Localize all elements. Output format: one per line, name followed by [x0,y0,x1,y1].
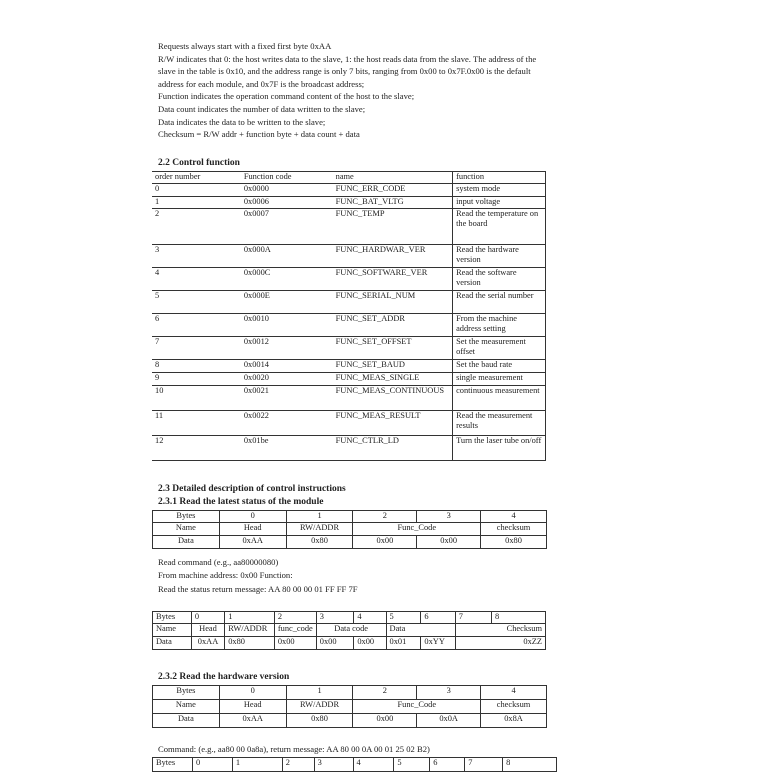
table-cell: 0x00 [353,714,417,728]
section-heading-hardware-version: 2.3.2 Read the hardware version [158,672,290,682]
return-message-line: Read the status return message: AA 80 00 00 01 FF FF 7F [158,584,358,594]
table-cell: Head [191,624,224,637]
table-row [152,314,546,337]
table-cell: 2 [353,511,417,523]
table-cell: Name [153,523,220,536]
table-cell-name: FUNC_MEAS_SINGLE [333,373,453,386]
table-cell: 3 [417,511,481,523]
table-cell-code: 0x0000 [241,184,333,197]
table-cell-code: 0x0010 [241,314,333,337]
table-cell: 0x01 [386,637,421,650]
table-cell-fn: Set the measurement offset [453,337,546,360]
table-cell: Checksum [455,624,545,637]
table-cell-num: 12 [152,436,241,461]
table-cell: 2 [282,758,314,772]
table-row [152,436,546,461]
table-cell-name: FUNC_HARDWAR_VER [333,245,453,268]
table-cell: 0x00 [417,536,481,549]
table-cell-fn: Read the measurement results [453,411,546,436]
table-cell: 1 [286,511,353,523]
table-cell-name: FUNC_MEAS_CONTINUOUS [333,386,453,411]
table-cell: Head [219,523,286,536]
table-cell-name: FUNC_TEMP [333,209,453,245]
table-cell: 5 [386,612,421,624]
table-cell-name: FUNC_SET_BAUD [333,360,453,373]
table-cell: Data [153,536,220,549]
table-cell: 8 [503,758,557,772]
table-cell-code: 0x000E [241,291,333,314]
table-cell-name: FUNC_SET_ADDR [333,314,453,337]
table-cell-num: 2 [152,209,241,245]
table-cell: 0 [191,612,224,624]
table-header-cell: function [453,172,546,184]
table-cell: 0x80 [286,536,353,549]
table-row [152,337,546,360]
table-cell: func_code [274,624,316,637]
section-heading-read-status: 2.3.1 Read the latest status of the module [158,497,324,507]
intro-line: Function indicates the operation command content of the host to the slave; [158,91,415,102]
table-cell-num: 4 [152,268,241,291]
table-cell-num: 11 [152,411,241,436]
table-cell-fn: continuous measurement [453,386,546,411]
table-cell: Bytes [153,511,220,523]
table-cell-fn: From the machine address setting [453,314,546,337]
table-cell-num: 10 [152,386,241,411]
table-cell: 0xAA [219,536,286,549]
table-cell: 6 [421,612,455,624]
table-cell-code: 0x01be [241,436,333,461]
table-row [152,209,546,245]
table-cell-name: FUNC_MEAS_RESULT [333,411,453,436]
table-cell: 3 [417,686,481,700]
table-cell: checksum [481,523,547,536]
table-cell-fn: single measurement [453,373,546,386]
intro-line: R/W indicates that 0: the host writes data to the slave, 1: the host reads data from the slave. The address of the [158,53,537,64]
table-row [152,291,546,314]
table-row [152,373,546,386]
table-cell: RW/ADDR [286,700,353,714]
table-cell: RW/ADDR [225,624,275,637]
table-row [152,411,546,436]
table-cell-num: 3 [152,245,241,268]
table-cell: 6 [430,758,465,772]
table-cell-code: 0x0021 [241,386,333,411]
table-cell-code: 0x000C [241,268,333,291]
hardware-command-line: Command: (e.g., aa80 00 0a8a), return message: AA 80 00 0A 00 01 25 02 B2) [158,744,430,754]
table-cell: 7 [455,612,491,624]
table-cell-fn: Read the hardware version [453,245,546,268]
table-header-row [152,172,546,184]
table-cell-fn: Read the temperature on the board [453,209,546,245]
table-cell: 0x00 [316,637,354,650]
table-cell: Head [219,700,286,714]
table-cell-name: FUNC_SERIAL_NUM [333,291,453,314]
intro-line: Data count indicates the number of data written to the slave; [158,103,366,114]
table-cell-code: 0x0006 [241,197,333,209]
table-cell-name: FUNC_CTLR_LD [333,436,453,461]
table-cell-num: 8 [152,360,241,373]
table-cell: 0x0A [417,714,481,728]
table-cell: 0 [219,511,286,523]
table-cell-num: 6 [152,314,241,337]
table-cell: Func_Code [353,523,481,536]
table-cell: 0x80 [225,637,275,650]
address-line: From machine address: 0x00 Function: [158,570,293,580]
table-cell-fn: Read the serial number [453,291,546,314]
table-cell: checksum [481,700,547,714]
table-cell: Name [153,624,192,637]
table-row [152,360,546,373]
table-cell: 0x80 [286,714,353,728]
intro-line: Data indicates the data to be written to the slave; [158,116,326,127]
table-cell-fn: input voltage [453,197,546,209]
table-row [152,245,546,268]
table-row [152,268,546,291]
table-cell-name: FUNC_ERR_CODE [333,184,453,197]
table-row [152,197,546,209]
table-cell: 0x00 [353,536,417,549]
table-cell: 0xAA [219,714,286,728]
table-cell: Bytes [153,612,192,624]
table-cell: 0 [192,758,232,772]
table-cell: 3 [316,612,354,624]
table-row [152,386,546,411]
table-header-cell: name [333,172,453,184]
table-cell: 0xAA [191,637,224,650]
command-example-line: Read command (e.g., aa80000080) [158,557,279,567]
table-cell: 4 [481,511,547,523]
table-cell: 4 [353,758,394,772]
table-cell: Data [153,714,220,728]
table-cell-fn: Turn the laser tube on/off [453,436,546,461]
table-cell: 1 [232,758,282,772]
intro-line: Requests always start with a fixed first byte 0xAA [158,41,332,51]
table-cell: Bytes [153,686,220,700]
table-cell: 0xZZ [455,637,545,650]
table-header-cell: Function code [241,172,333,184]
intro-line: Checksum = R/W addr + function byte + data count + data [158,129,360,140]
table-cell: 1 [225,612,275,624]
table-cell: Data [153,637,192,650]
table-cell-name: FUNC_SET_OFFSET [333,337,453,360]
table-row [152,184,546,197]
table-cell: Name [153,700,220,714]
table-cell: 0x8A [481,714,547,728]
table-cell: RW/ADDR [286,523,353,536]
table-cell-num: 5 [152,291,241,314]
table-cell-fn: Set the baud rate [453,360,546,373]
table-cell-code: 0x0022 [241,411,333,436]
section-heading-detailed-description: 2.3 Detailed description of control instructions [158,484,346,494]
table-cell-num: 9 [152,373,241,386]
table-cell-fn: Read the software version [453,268,546,291]
control-function-table [152,171,546,461]
table-cell-code: 0x0007 [241,209,333,245]
table-cell: 0x00 [354,637,386,650]
table-cell: 5 [394,758,430,772]
table-cell: 1 [286,686,353,700]
hardware-version-response-table [152,757,557,772]
table-cell: 0x80 [481,536,547,549]
table-cell: Data [386,624,455,637]
table-cell-name: FUNC_BAT_VLTG [333,197,453,209]
table-cell: 2 [274,612,316,624]
intro-text [158,40,578,141]
read-status-request-table [152,510,547,549]
table-cell: 2 [353,686,417,700]
table-cell: 0 [219,686,286,700]
table-cell: 0xYY [421,637,455,650]
table-cell: 7 [465,758,503,772]
table-cell: Bytes [153,758,193,772]
table-cell-name: FUNC_SOFTWARE_VER [333,268,453,291]
table-cell-code: 0x000A [241,245,333,268]
table-cell: 4 [481,686,547,700]
table-cell: 8 [491,612,545,624]
table-header-cell: order number [152,172,241,184]
table-cell: 3 [314,758,353,772]
table-cell: Data code [316,624,386,637]
section-heading-control-function: 2.2 Control function [158,158,240,168]
table-cell-code: 0x0012 [241,337,333,360]
table-cell-num: 7 [152,337,241,360]
table-cell-num: 1 [152,197,241,209]
table-cell-fn: system mode [453,184,546,197]
table-cell-num: 0 [152,184,241,197]
table-cell-code: 0x0020 [241,373,333,386]
read-status-response-table [152,611,546,650]
table-cell: 4 [354,612,386,624]
intro-line: slave in the table is 0x10, and the address range is only 7 bits, ranging from 0x00 to 0x7F.0x00 is the default [158,66,531,77]
table-cell: Func_Code [353,700,481,714]
table-cell: 0x00 [274,637,316,650]
hardware-version-request-table [152,685,547,728]
intro-line: address for each module, and 0x7F is the broadcast address; [158,78,365,89]
table-cell-code: 0x0014 [241,360,333,373]
